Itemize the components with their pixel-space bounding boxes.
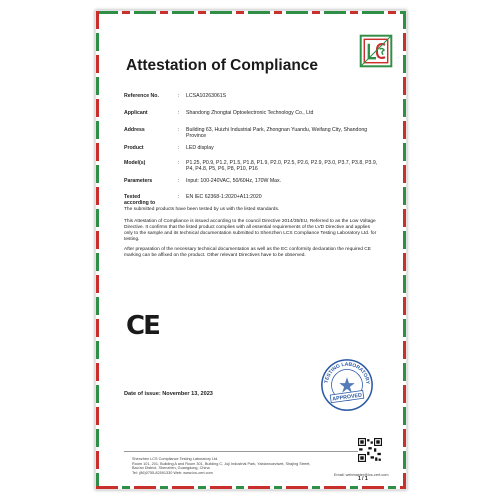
page-number: 1 / 1 [358,476,368,482]
field-value: Shandong Zhongtai Optoelectronic Technology Co., Ltd [186,110,314,116]
border-strip-left [96,11,99,489]
paragraph-ce-marking: After preparation of the necessary technical documentation as well as the EC conformity declaration the required CE marking can be affixed on the product. Other relevant Directives have to be observed. [124,247,371,258]
field-value: LED display [186,145,214,151]
approved-stamp-icon [318,356,376,414]
border-strip-bottom [96,486,406,489]
stamp-approved-text: APPROVED [331,392,363,403]
lcs-logo-icon [358,33,394,69]
field-label: Address [124,127,145,133]
footer-line: Shenzhen LCS Compliance Testing Laboratory Ltd. [132,457,219,461]
field-colon: : [178,110,180,116]
paragraph-attestation: This Attestation of Compliance is issued according to the council Directive 2014/35/EU, Referred to as the Low Voltage Directive. It confirms that the listed product complies with all essential requirements of the LVD Directive and applies only to the sample and its technical documentation submitted to Shenzhen LCS Compliance Testing Laboratory Ltd. for testing. [124,219,377,242]
field-value: Input: 100-240VAC, 50/60Hz, 170W Max. [186,178,282,184]
field-label: Tested according to [124,194,156,206]
date-of-issue: Date of issue: November 13, 2023 [124,391,213,397]
stamp-top-text: TESTING LABORATORY [323,361,371,385]
field-colon: : [178,194,180,200]
field-colon: : [178,178,180,184]
field-label: Reference No. [124,93,159,99]
field-colon: : [178,127,180,133]
footer-email: Email: webmaster@lcs-cert.com [334,473,389,477]
field-label: Applicant [124,110,148,116]
field-colon: : [178,160,180,166]
ce-mark: CE [126,311,159,341]
footer-line: Tel: (86)0755-82591330 Web: www.lcs-cert.com [132,471,213,476]
footer-divider [124,451,380,452]
footer-line: Bao'an District, Shenzhen, Guangdong, China [132,466,210,471]
field-label: Product [124,145,144,151]
field-value: EN IEC 62368-1:2020+A11:2020 [186,194,262,200]
paragraph-tested-statement: The submitted products have been tested by us with the listed standards. [124,207,280,212]
field-colon: : [178,145,180,151]
field-colon: : [178,93,180,99]
footer-line: Room 101, 201, Building A and Room 301, Building C, Juji Industrial Park, Yabianxueziwei, Shajing Street, [132,461,311,466]
footer-address [132,457,332,476]
field-value: LCSA10263061S [186,93,227,99]
field-label: Parameters [124,178,153,184]
border-strip-top [96,11,406,14]
field-label: Model(s) [124,160,146,166]
qr-code-icon [358,438,382,462]
field-value: Building 63, Huizhi Industrial Park, Zhongnan Yuandu, Weifang City, Shandong Province [186,127,368,140]
certificate-page [95,10,407,490]
document-title: Attestation of Compliance [126,57,319,74]
border-strip-right [403,11,406,489]
field-value: P1.25, P0.9, P1.2, P1.5, P1.8, P1.9, P2.0, P2.5, P2.6, P2.9, P3.0, P3.7, P3.8, P3.9, P4, P4.8, P5, P6, P8, P10, P16 [186,160,378,173]
